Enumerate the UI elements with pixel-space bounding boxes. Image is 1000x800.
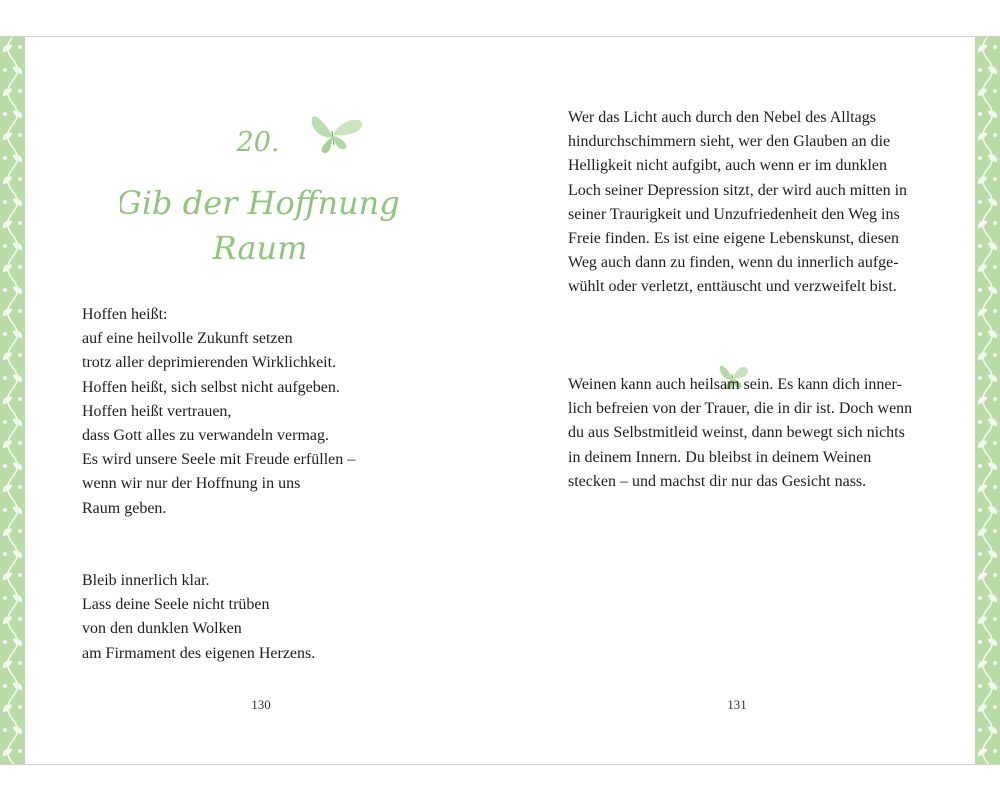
poem-line: von den dunklen Wolken (82, 620, 242, 638)
poem-line: Raum geben. (82, 499, 167, 517)
right-leaf-border (975, 37, 1000, 764)
chapter-title-line-1: Gib der Hoffnung (120, 184, 400, 222)
poem-line: Hoffen heißt, sich selbst nicht aufgeben. (82, 378, 340, 396)
prose-line: lich befreien von der Trauer, die in dir ist. Doch wenn (568, 400, 913, 418)
butterfly-icon (312, 116, 362, 153)
chapter-title-line-2: Raum (212, 229, 308, 267)
poem-line: Hoffen heißt vertrauen, (82, 402, 232, 420)
prose-line: hindurchschimmern sieht, wer den Glauben an die (568, 133, 891, 151)
book-spread (0, 36, 1000, 765)
prose-line: Weg auch dann zu finden, wenn du innerlich aufge- (568, 254, 899, 272)
left-leaf-border (0, 37, 25, 764)
prose-line: seiner Traurigkeit und Unzufriedenheit den Weg ins (568, 205, 900, 223)
poem-line: Lass deine Seele nicht trüben (82, 596, 270, 614)
prose-line: Helligkeit nicht aufgibt, auch wenn er im dunklen (568, 157, 888, 175)
poem-stanza-2 (82, 569, 412, 666)
prose-line: Loch seiner Depression sitzt, der wird auch mitten in (568, 181, 908, 199)
prose-line: Wer das Licht auch durch den Nebel des Alltags (568, 109, 876, 126)
page-number-left: 130 (251, 697, 271, 712)
prose-line: wühlt oder verletzt, enttäuscht und verzweifelt bist. (568, 278, 897, 296)
page-number-right: 131 (727, 697, 747, 712)
poem-line: dass Gott alles zu verwandeln vermag. (82, 427, 330, 445)
prose-paragraph-2 (568, 373, 930, 494)
poem-line: Es wird unsere Seele mit Freude erfüllen – (82, 451, 356, 469)
prose-line: in deinem Innern. Du bleibst in deinem Weinen (568, 448, 872, 466)
poem-line: auf eine heilvolle Zukunft setzen (82, 330, 293, 348)
poem-line: wenn wir nur der Hoffnung in uns (82, 475, 301, 493)
prose-line: stecken – und machst dir nur das Gesicht nass. (568, 472, 867, 490)
leaf-pattern-icon (0, 37, 25, 764)
poem-stanza-1 (82, 303, 412, 521)
poem-line: Bleib innerlich klar. (82, 572, 210, 589)
poem-line: Hoffen heißt: (82, 306, 168, 323)
poem-line: trotz aller deprimierenden Wirklichkeit. (82, 354, 337, 372)
chapter-number: 20. (236, 127, 280, 158)
prose-line: Freie finden. Es ist eine eigene Lebenskunst, diesen (568, 230, 900, 248)
prose-paragraph-1 (568, 106, 930, 300)
poem-line: am Firmament des eigenen Herzens. (82, 644, 316, 662)
leaf-pattern-icon (975, 37, 1000, 764)
prose-line: Weinen kann auch heilsam sein. Es kann dich inner- (568, 376, 902, 393)
prose-line: du aus Selbstmitleid weinst, dann bewegt sich nichts (568, 424, 905, 442)
chapter-heading (120, 99, 400, 269)
